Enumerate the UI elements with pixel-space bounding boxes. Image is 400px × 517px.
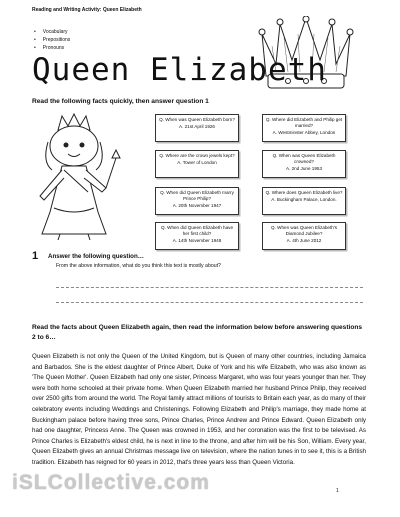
- topic-list: [34, 28, 70, 52]
- reading-passage: Queen Elizabeth is not only the Queen of the United Kingdom, but is Queen of many other countries, including Jamaica and Barbados. She is the eldest daughter of Prince Albert, Duke of York and his wife Elizabeth, who was also known as 'The Queen Mother'. Queen Elizabeth had only one sister, Princess Margaret, who was four years younger than her. They were both home schooled at their private home. When Queen Elizabeth married her husband Prince Philip, they received over 2500 gifts from around the world. The Royal family attract millions of tourists to Britain each year, as do many of their celebratory events including Weddings and Christenings. Following Elizabeth and Philip's marriage, they made home at Buckingham palace before having three sons, Prince Charles, Prince Andrew and Prince Edward. Queen Elizabeth only had one daughter, Princess Anne. The Queen was crowned in 1953, and her coronation was the first to be televised. As Prince Charles is Elizabeth's eldest child, he is next in line to the throne, and after him will be his Son, William. Every year, Queen Elizabeth gives an annual Christmas message live on television, where the nation tunes in to see it, this is a British tradition. Elizabeth has reigned for 60 years in 2012, that's three years less than Queen Victoria.: [32, 353, 366, 466]
- topic-item: • Pronouns: [34, 44, 70, 52]
- worksheet-header: Reading and Writing Activity: Queen Elizabeth: [32, 7, 142, 13]
- answer-line[interactable]: [56, 302, 363, 303]
- fact-card: Q. When did Queen Elizabeth have her first child? A. 14th November 1948: [155, 222, 239, 250]
- fact-card: Q. Where does Queen Elizabeth live? A. Buckingham Palace, London.: [262, 187, 346, 215]
- watermark-logo: iSLCollective.com: [12, 471, 210, 494]
- question-text: From the above information, what do you think this text is mostly about?: [56, 263, 221, 269]
- fact-card: Q. When did Queen Elizabeth marry Prince Philip? A. 20th November 1947: [155, 187, 239, 215]
- instruction-read-info: Read the facts about Queen Elizabeth again, then read the information below before answering questions 2 to 6…: [32, 324, 363, 341]
- fact-card: Q. Where are the crown jewels kept? A. Tower of London: [155, 150, 239, 178]
- page-title: Queen Elizabeth: [32, 52, 327, 88]
- topic-item: • Vocabulary: [34, 28, 70, 36]
- fact-card: Q. When was Queen Elizabeth's Diamond Jubilee? A. 4th June 2012: [262, 222, 346, 250]
- instruction-quick-read: Read the following facts quickly, then answer question 1: [32, 98, 209, 105]
- fact-card: Q. When was Queen Elizabeth crowned? A. 2nd June 1953: [262, 150, 346, 178]
- question-number: 1: [32, 250, 39, 262]
- queen-cartoon-illustration: [18, 112, 130, 240]
- fact-card: Q. Where did Elizabeth and Philip get married? A. Westminster Abbey, London: [262, 114, 346, 142]
- page-number: 1: [336, 488, 339, 494]
- topic-item: • Prepositions: [34, 36, 70, 44]
- answer-line[interactable]: [56, 287, 363, 288]
- fact-card: Q. When was Queen Elizabeth born? A. 21st April 1926: [155, 114, 239, 142]
- question-heading: Answer the following question…: [48, 253, 144, 260]
